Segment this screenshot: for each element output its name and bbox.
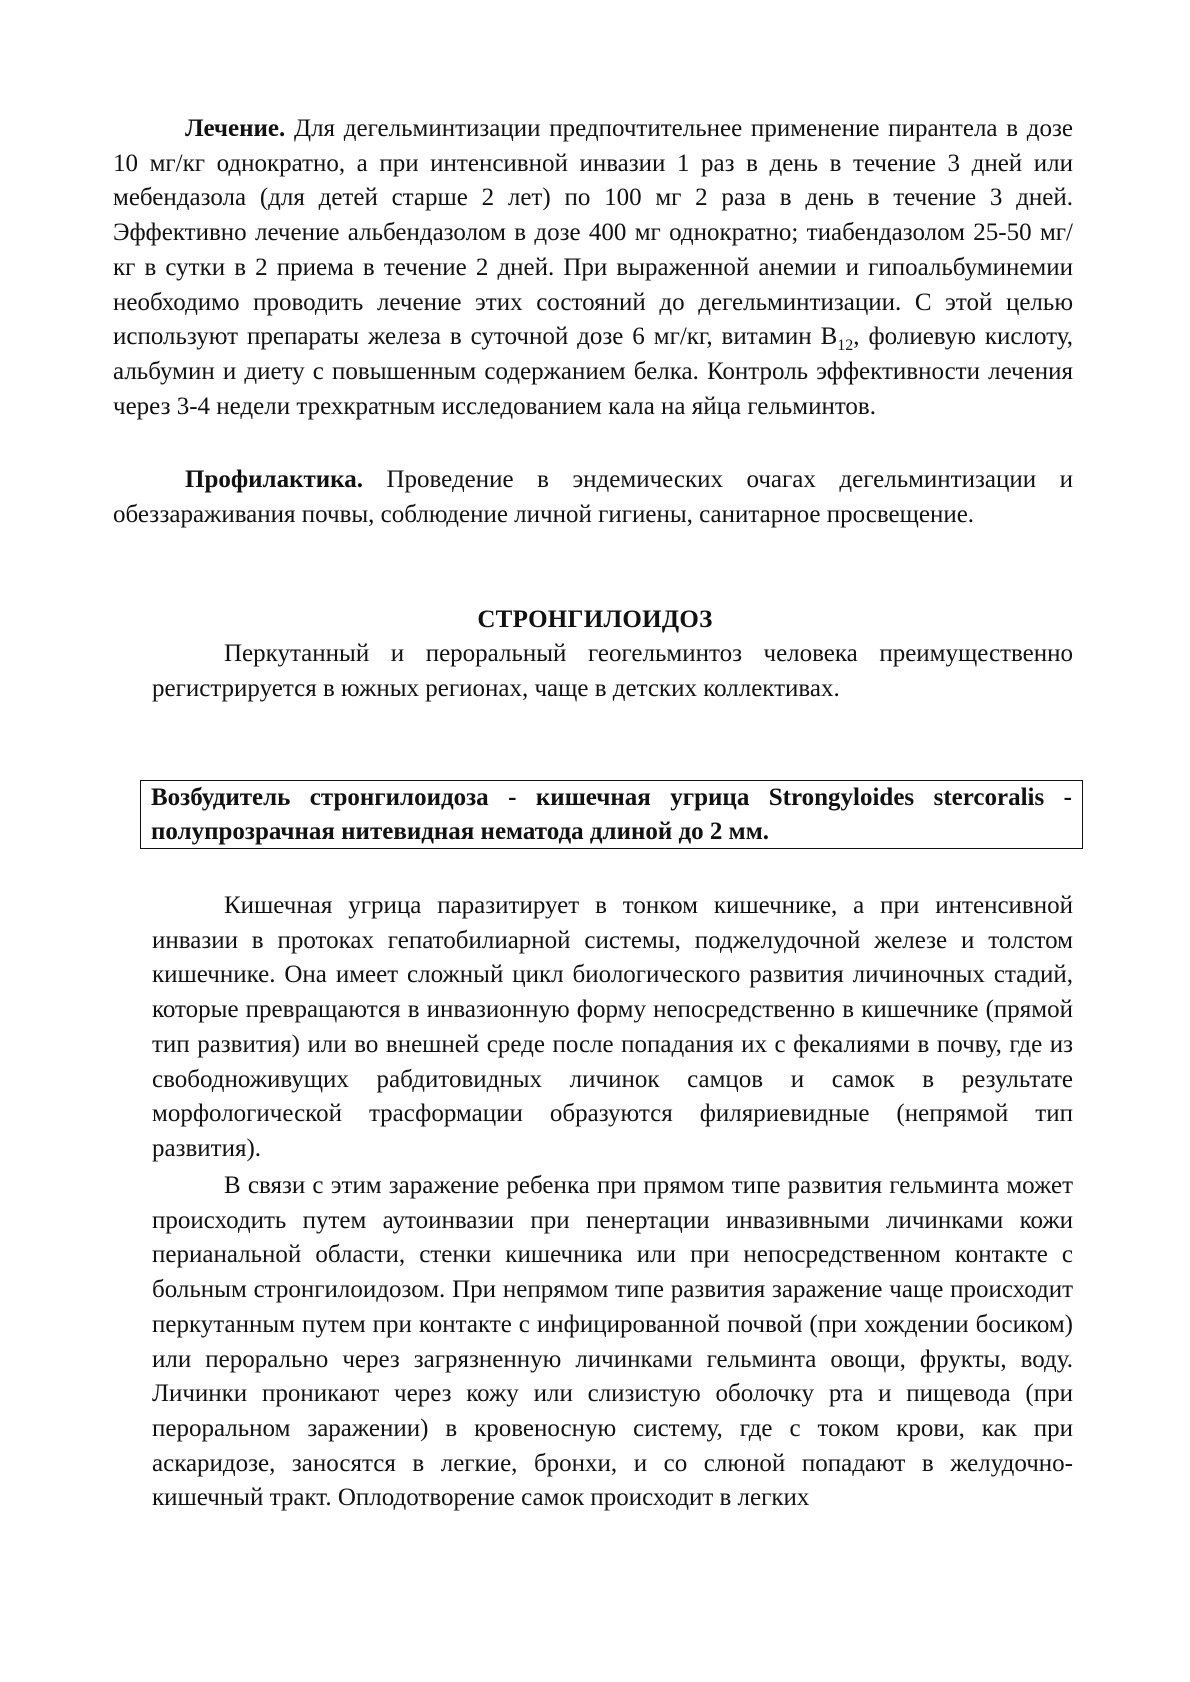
highlight-box (140, 780, 1083, 849)
infection-paragraph: В связи с этим заражение ребенка при прямом типе развития гельминта может происходить путем аутоинвазии при пенертации инвазивными личинками кожи перианальной области, стенки кишечника или при непосредственном контакте с больным стронгилоидозом. При непрямом типе развития заражение чаще происходит перкутанным путем при контакте с инфицированной почвой (при хождении босиком) или перорально через загрязненную личинками гельминта овощи, фрукты, воду. Личинки проникают через кожу или слизистую оболочку рта и пищевода (при пероральном заражении) в кровеносную систему, где с током крови, как при аскаридозе, заносятся в легкие, бронхи, и со слюной попадают в желудочно-кишечный тракт. Оплодотворение самок происходит в легких (152, 1172, 1073, 1512)
treatment-text: Для дегельминтизации предпочтительнее применение пирантела в дозе 10 мг/кг однократно, а при интенсивной инвазии 1 раз в день в течение 3 дней или мебендазола (для детей старше 2 лет) по 100 мг 2 раза в день в течение 3 дней. Эффективно лечение альбендазолом в дозе 400 мг однократно; тиабендазолом 25-50 мг/кг в сутки в 2 приема в течение 2 дней. При выраженной анемии и гипоальбуминемии необходимо проводить лечение этих состояний до дегельминтизации. С этой целью используют препараты железа в суточной дозе 6 мг/кг, витамин B (113, 115, 1073, 351)
highlight-box-text: Возбудитель стронгилоидоза - кишечная угрица Strongyloides stercoralis - полупрозрачная нитевидная нематода длиной до 2 мм. (151, 784, 1072, 845)
treatment-text-continued: , фолиевую кислоту, альбумин и диету с повышенным содержанием белка. Контроль эффективности лечения через 3-4 недели трехкратным исследованием кала на яйца гельминтов. (113, 323, 1073, 420)
prevention-paragraph (113, 463, 1073, 532)
prevention-label: Профилактика. (185, 466, 363, 493)
prevention-text: Проведение в эндемических очагах дегельминтизации и обеззараживания почвы, соблюдение личной гигиены, санитарное просвещение. (113, 466, 1073, 528)
vitamin-subscript: 12 (837, 337, 854, 355)
treatment-label: Лечение. (185, 115, 286, 142)
treatment-paragraph (113, 112, 1073, 424)
section-heading: СТРОНГИЛОИДОЗ (477, 606, 713, 633)
intro-paragraph: Перкутанный и пероральный геогельминтоз человека преимущественно регистрируется в южных регионах, чаще в детских коллективах. (152, 640, 1073, 702)
lifecycle-paragraph: Кишечная угрица паразитирует в тонком кишечнике, а при интенсивной инвазии в протоках гепатобилиарной системы, поджелудочной железе и толстом кишечнике. Она имеет сложный цикл биологического развития личиночных стадий, которые превращаются в инвазионную форму непосредственно в кишечнике (прямой тип развития) или во внешней среде после попадания их с фекалиями в почву, где из свободноживущих рабдитовидных личинок самцов и самок в результате морфологической трасформации образуются филяриевидные (непрямой тип развития). (152, 892, 1073, 1162)
